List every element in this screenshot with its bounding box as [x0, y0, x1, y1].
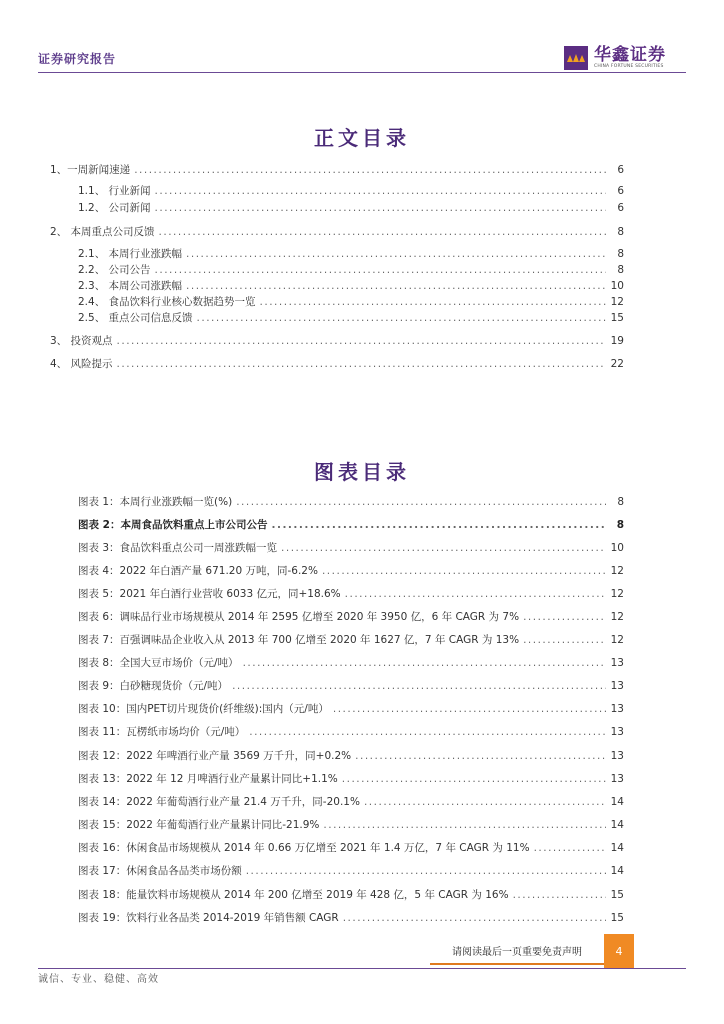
figure-item[interactable]: 图表 15：2022 年葡萄酒行业产量累计同比-21.9% ..... 14: [78, 817, 624, 832]
figure-item[interactable]: 图表 18：能量饮料市场规模从 2014 年 200 亿增至 2019 年 428 亿，5 年 CAGR 为 16% ..... 15: [78, 887, 624, 902]
figure-item[interactable]: 图表 8：全国大豆市场价（元/吨） ..... 13: [78, 655, 624, 670]
figure-item[interactable]: 图表 19：饮料行业各品类 2014-2019 年销售额 CAGR ..... 15: [78, 910, 624, 925]
toc-title: 正文目录: [314, 126, 410, 150]
toc-item[interactable]: 3、 投资观点 ..... 19: [50, 333, 624, 348]
figure-item[interactable]: 图表 17：休闲食品各品类市场份额 ..... 14: [78, 863, 624, 878]
figure-item[interactable]: 图表 10：国内PET切片现货价(纤维级):国内（元/吨） ..... 13: [78, 701, 624, 716]
figure-item[interactable]: 图表 1：本周行业涨跌幅一览(%) ..... 8: [78, 494, 624, 509]
footer-divider: [38, 968, 686, 969]
toc-item[interactable]: 2.5、 重点公司信息反馈 ..... 15: [78, 310, 624, 325]
figure-item[interactable]: 图表 16：休闲食品市场规模从 2014 年 0.66 万亿增至 2021 年 1.4 万亿，7 年 CAGR 为 11% ..... 14: [78, 840, 624, 855]
brand-name-en: CHINA FORTUNE SECURITIES: [594, 64, 664, 69]
figure-item[interactable]: 图表 3：食品饮料重点公司一周涨跌幅一览 ..... 10: [78, 540, 624, 555]
figure-item[interactable]: 图表 11：瓦楞纸市场均价（元/吨） ..... 13: [78, 724, 624, 739]
disclaimer-link[interactable]: 请阅读最后一页重要免责声明: [430, 937, 604, 965]
figure-item[interactable]: 图表 5：2021 年白酒行业营收 6033 亿元，同+18.6% ..... 12: [78, 586, 624, 601]
toc-item[interactable]: 1.2、 公司新闻 ..... 6: [78, 200, 624, 215]
brand-mark-icon: [564, 46, 588, 70]
figure-item[interactable]: 图表 14：2022 年葡萄酒行业产量 21.4 万千升，同-20.1% ..... 14: [78, 794, 624, 809]
toc-item[interactable]: 2.2、 公司公告 ..... 8: [78, 262, 624, 277]
figure-item[interactable]: 图表 7：百强调味品企业收入从 2013 年 700 亿增至 2020 年 1627 亿，7 年 CAGR 为 13% ..... 12: [78, 632, 624, 647]
figure-item[interactable]: 图表 12：2022 年啤酒行业产量 3569 万千升，同+0.2% ..... 13: [78, 748, 624, 763]
toc-item[interactable]: 2.4、 食品饮料行业核心数据趋势一览 ..... 12: [78, 294, 624, 309]
report-type-label: 证券研究报告: [38, 52, 117, 66]
header-divider: [38, 72, 686, 73]
figure-item[interactable]: 图表 9：白砂糖现货价（元/吨） ..... 13: [78, 678, 624, 693]
brand-logo: [564, 46, 666, 70]
figure-item[interactable]: 图表 2：本周食品饮料重点上市公司公告 ..... 8: [78, 517, 624, 532]
figures-title: 图表目录: [314, 460, 410, 484]
toc-item[interactable]: 4、 风险提示 ..... 22: [50, 356, 624, 371]
company-motto: 诚信、专业、稳健、高效: [38, 974, 159, 985]
page-number: 4: [604, 934, 634, 968]
toc-item[interactable]: 1、一周新闻速递 ..... 6: [50, 162, 624, 177]
brand-name-cn: 华鑫证券: [594, 45, 666, 65]
figure-item[interactable]: 图表 6：调味品行业市场规模从 2014 年 2595 亿增至 2020 年 3950 亿，6 年 CAGR 为 7% ..... 12: [78, 609, 624, 624]
figure-item[interactable]: 图表 4：2022 年白酒产量 671.20 万吨，同-6.2% ..... 12: [78, 563, 624, 578]
toc-item[interactable]: 2.3、 本周公司涨跌幅 ..... 10: [78, 278, 624, 293]
toc-item[interactable]: 1.1、 行业新闻 ..... 6: [78, 183, 624, 198]
figure-item[interactable]: 图表 13：2022 年 12 月啤酒行业产量累计同比+1.1% ..... 13: [78, 771, 624, 786]
toc-item[interactable]: 2、 本周重点公司反馈 ..... 8: [50, 224, 624, 239]
toc-item[interactable]: 2.1、 本周行业涨跌幅 ..... 8: [78, 246, 624, 261]
